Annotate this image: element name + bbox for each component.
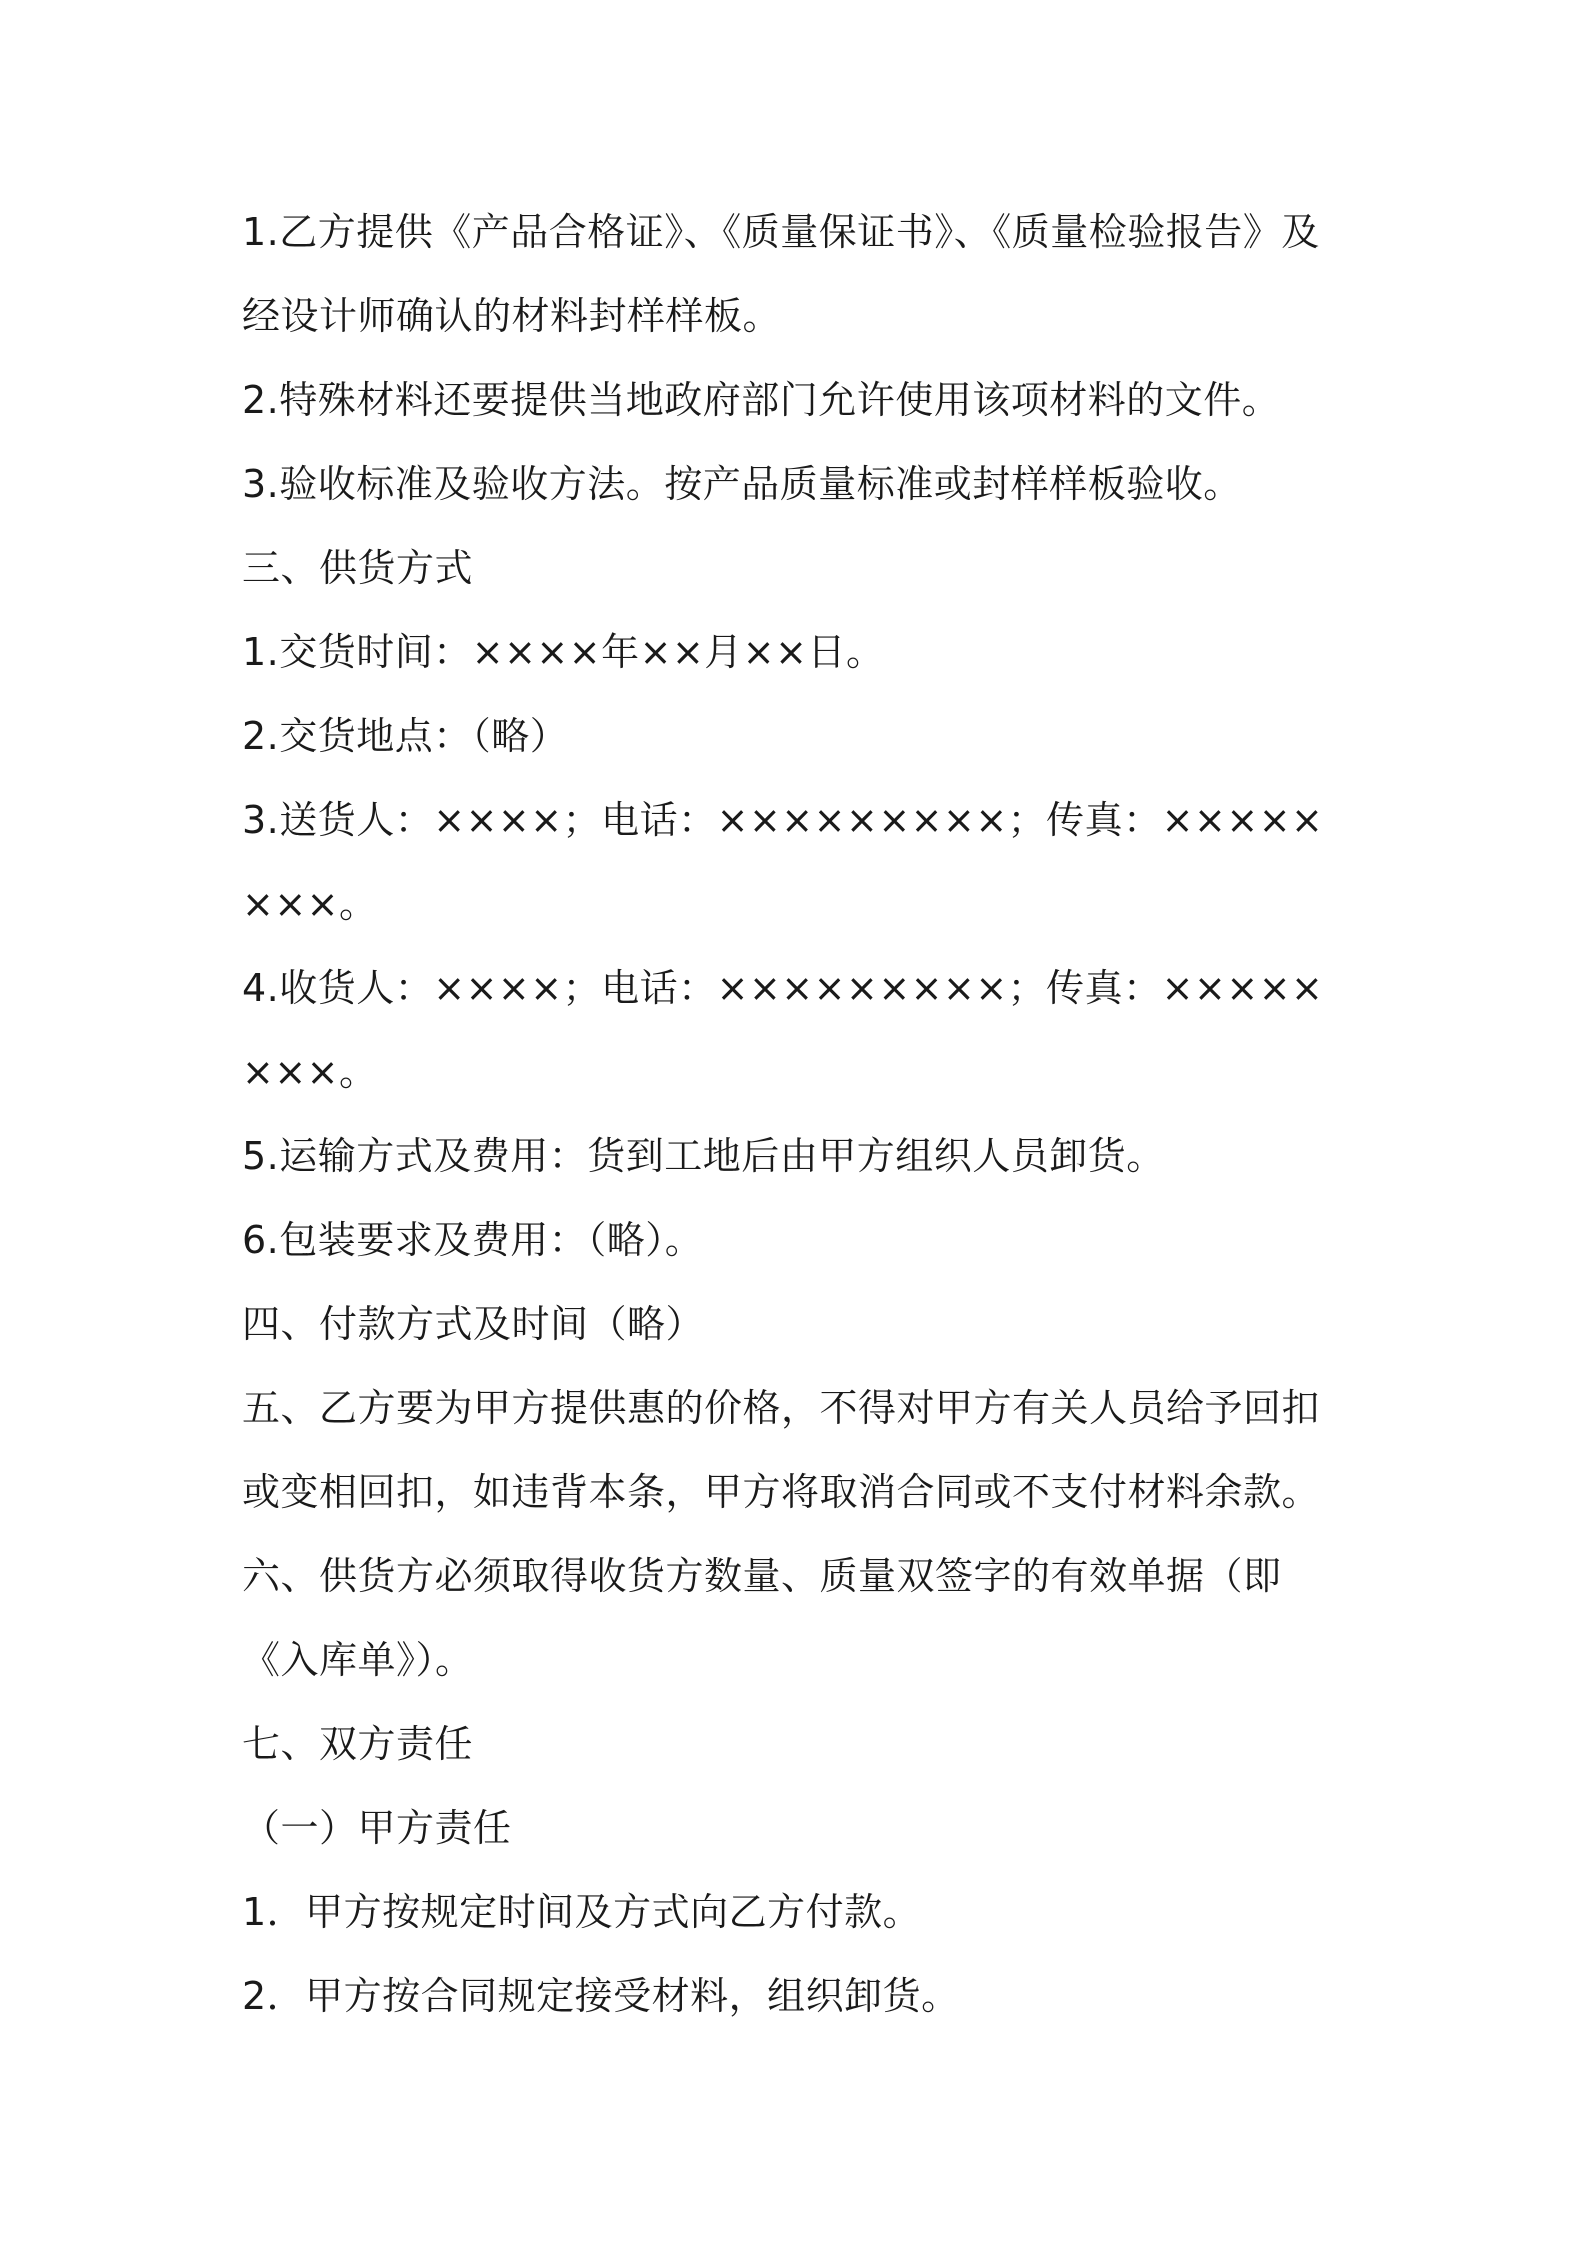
section-receipt-documents: 六、供货方必须取得收货方数量、质量双签字的有效单据（即《入库单》）。	[242, 1554, 1282, 1682]
clause-supplier-certificates: 1.乙方提供《产品合格证》、《质量保证书》、《质量检验报告》及经设计师确认的材料封样样板。	[242, 210, 1320, 338]
document-body	[242, 190, 1354, 2038]
clause-party-a-receiving: 2．甲方按合同规定接受材料，组织卸货。	[242, 1974, 960, 2018]
clause-receiver: 4.收货人：××××；电话：×××××××××；传真：××××××××。	[242, 966, 1324, 1094]
clause-delivery-location: 2.交货地点：（略）	[242, 714, 569, 758]
section-heading-supply-method: 三、供货方式	[242, 546, 474, 590]
clause-sender: 3.送货人：××××；电话：×××××××××；传真：××××××××。	[242, 798, 1324, 926]
clause-transport: 5.运输方式及费用：货到工地后由甲方组织人员卸货。	[242, 1134, 1165, 1178]
clause-party-a-payment: 1．甲方按规定时间及方式向乙方付款。	[242, 1890, 922, 1934]
subsection-heading-party-a: （一）甲方责任	[242, 1806, 512, 1850]
section-heading-responsibilities: 七、双方责任	[242, 1722, 474, 1766]
clause-special-materials: 2.特殊材料还要提供当地政府部门允许使用该项材料的文件。	[242, 378, 1281, 422]
clause-packaging: 6.包装要求及费用：（略）。	[242, 1218, 704, 1262]
clause-acceptance-standard: 3.验收标准及验收方法。按产品质量标准或封样样板验收。	[242, 462, 1242, 506]
clause-delivery-time: 1.交货时间：××××年××月××日。	[242, 630, 885, 674]
section-pricing-no-kickback: 五、乙方要为甲方提供惠的价格，不得对甲方有关人员给予回扣或变相回扣，如违背本条，甲方将取消合同或不支付材料余款。	[242, 1386, 1321, 1514]
section-heading-payment: 四、付款方式及时间（略）	[242, 1302, 705, 1346]
